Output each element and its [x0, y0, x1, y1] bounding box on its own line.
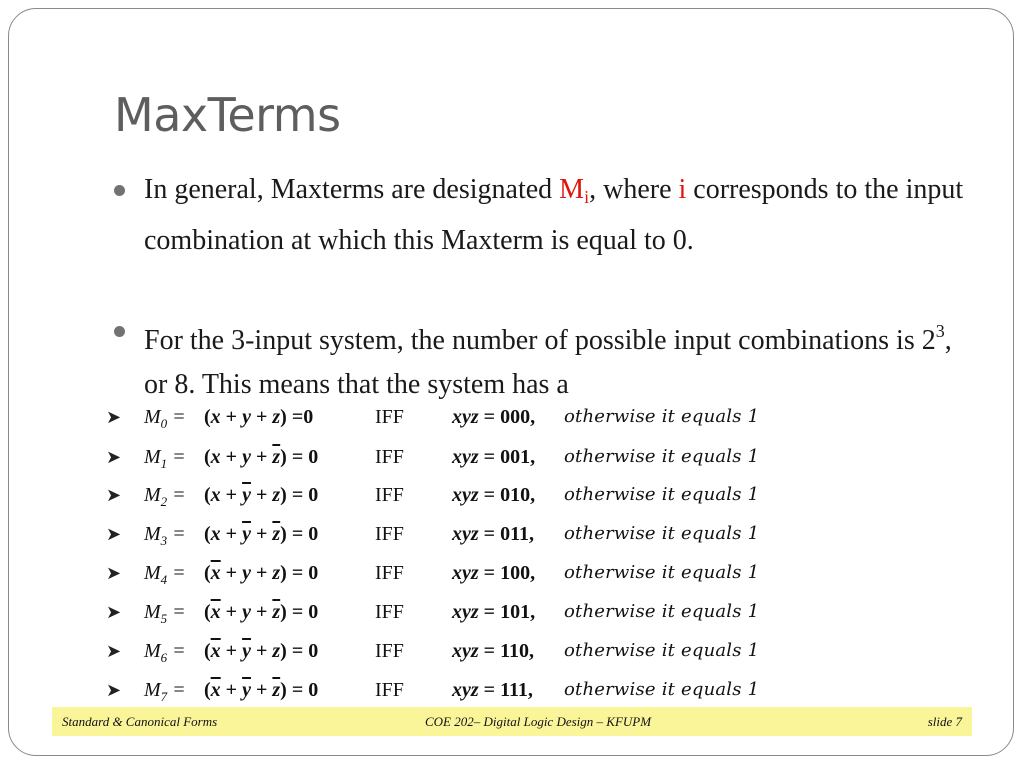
- bullet-text: In general, Maxterms are designated: [144, 174, 560, 205]
- maxterm-list: [100, 400, 790, 712]
- variable-x: $\overline{x}$: [210, 640, 221, 662]
- otherwise-text: otherwise it equals 1: [564, 523, 760, 544]
- maxterm-name: [144, 523, 186, 549]
- input-combination: xyz = 100,: [452, 562, 536, 584]
- input-combination: xyz = 001,: [452, 446, 536, 468]
- slide-footer: [52, 707, 972, 736]
- variable-x: $\overline{x}$: [210, 601, 221, 623]
- equals-zero: = 0: [291, 523, 319, 545]
- equals-sign: =: [172, 601, 186, 623]
- otherwise-text: otherwise it equals 1: [564, 601, 760, 622]
- equals-sign: =: [172, 446, 186, 468]
- xyz-label: xyz: [452, 446, 479, 468]
- combination-bits: 000: [500, 406, 531, 428]
- variable-x: x: [210, 484, 221, 506]
- combination-bits: 001: [500, 446, 531, 468]
- maxterm-name: [144, 601, 186, 627]
- bullet-3-input-system: [144, 309, 974, 407]
- xyz-label: xyz: [452, 562, 479, 584]
- xyz-label: xyz: [452, 406, 479, 428]
- maxterm-letter: M: [144, 679, 161, 701]
- equals-zero: = 0: [291, 640, 319, 662]
- maxterm-letter: M: [144, 601, 161, 623]
- equals-zero: = 0: [291, 484, 319, 506]
- maxterm-index: 3: [160, 533, 168, 548]
- xyz-label: xyz: [452, 601, 479, 623]
- maxterm-index: 5: [160, 611, 168, 626]
- iff-label: IFF: [375, 601, 404, 623]
- variable-x: $\overline{x}$: [210, 562, 221, 584]
- maxterm-expression: $(\overline{x} + \overline{y} + \overline{z}) = 0$: [204, 679, 319, 701]
- equals-zero: = 0: [291, 679, 319, 701]
- maxterm-row: [100, 599, 790, 629]
- iff-label: IFF: [375, 484, 404, 506]
- maxterm-letter: M: [144, 523, 161, 545]
- variable-z: z: [272, 484, 281, 506]
- input-combination: xyz = 110,: [452, 640, 534, 662]
- combination-bits: 100: [500, 562, 531, 584]
- iff-label: IFF: [375, 446, 404, 468]
- variable-y: y: [242, 406, 251, 428]
- maxterm-row: [100, 677, 790, 707]
- otherwise-text: otherwise it equals 1: [564, 484, 760, 505]
- bullet-maxterm-designation: [144, 168, 974, 263]
- arrowhead-icon: ➤: [106, 485, 122, 505]
- otherwise-text: otherwise it equals 1: [564, 406, 760, 427]
- iff-label: IFF: [375, 562, 404, 584]
- maxterm-index: 6: [160, 650, 168, 665]
- maxterm-name: [144, 406, 186, 432]
- arrowhead-icon: ➤: [106, 680, 122, 700]
- otherwise-text: otherwise it equals 1: [564, 562, 760, 583]
- footer-topic: Standard & Canonical Forms: [62, 714, 218, 729]
- equals-sign: =: [172, 484, 186, 506]
- bullet-dot-icon: [114, 326, 125, 337]
- input-combination: xyz = 111,: [452, 679, 533, 701]
- combination-bits: 101: [500, 601, 531, 623]
- xyz-label: xyz: [452, 640, 479, 662]
- bullet-text: For the 3-input system, the number of possible input combinations is 2: [144, 325, 936, 356]
- arrowhead-icon: ➤: [106, 524, 122, 544]
- variable-z: $\overline{z}$: [272, 446, 281, 468]
- maxterm-expression: (x + y + z) =0: [204, 406, 314, 428]
- xyz-label: xyz: [452, 523, 479, 545]
- combination-bits: 011: [500, 523, 529, 545]
- maxterm-index: 4: [160, 572, 168, 587]
- iff-label: IFF: [375, 640, 404, 662]
- maxterm-letter: M: [144, 640, 161, 662]
- maxterm-row: [100, 482, 790, 512]
- equals-zero: = 0: [291, 601, 319, 623]
- variable-y: $\overline{y}$: [242, 640, 251, 662]
- maxterm-letter: M: [144, 484, 161, 506]
- variable-z: $\overline{z}$: [272, 523, 281, 545]
- footer-course: COE 202– Digital Logic Design – KFUPM: [425, 714, 652, 729]
- bullet-dot-icon: [114, 185, 125, 196]
- footer-slide-number: slide 7: [927, 714, 962, 729]
- variable-z: z: [272, 406, 281, 428]
- maxterm-row: [100, 521, 790, 551]
- bullet-text: , or 8. This means that the system has a: [144, 325, 952, 400]
- otherwise-text: otherwise it equals 1: [564, 446, 760, 467]
- maxterm-name: [144, 484, 186, 510]
- maxterm-name: [144, 640, 186, 666]
- variable-x: x: [210, 523, 221, 545]
- maxterm-name: [144, 562, 186, 588]
- maxterm-expression: $(\overline{x} + y + \overline{z}) = 0$: [204, 601, 319, 623]
- maxterm-index: 2: [160, 494, 168, 509]
- equals-sign: =: [172, 562, 186, 584]
- arrowhead-icon: ➤: [106, 602, 122, 622]
- equals-sign: =: [172, 679, 186, 701]
- maxterm-letter: M: [559, 174, 585, 205]
- input-combination: xyz = 010,: [452, 484, 536, 506]
- maxterm-name: [144, 446, 186, 472]
- arrowhead-icon: ➤: [106, 407, 122, 427]
- equals-zero: =0: [291, 406, 314, 428]
- variable-y: y: [242, 446, 251, 468]
- input-combination: xyz = 000,: [452, 406, 536, 428]
- slide-title: MaxTerms: [114, 88, 341, 142]
- combination-bits: 110: [500, 640, 529, 662]
- input-combination: xyz = 101,: [452, 601, 536, 623]
- maxterm-index: 1: [160, 456, 168, 471]
- variable-z: $\overline{z}$: [272, 601, 281, 623]
- equals-zero: = 0: [291, 562, 319, 584]
- iff-label: IFF: [375, 406, 404, 428]
- arrowhead-icon: ➤: [106, 641, 122, 661]
- variable-y: $\overline{y}$: [242, 484, 251, 506]
- maxterm-symbol: [559, 174, 589, 205]
- otherwise-text: otherwise it equals 1: [564, 679, 760, 700]
- maxterm-letter: M: [144, 562, 161, 584]
- variable-y: $\overline{y}$: [242, 679, 251, 701]
- input-combination: xyz = 011,: [452, 523, 534, 545]
- maxterm-expression: $(x + \overline{y} + \overline{z}) = 0$: [204, 523, 319, 545]
- maxterm-expression: $(\overline{x} + \overline{y} + z) = 0$: [204, 640, 319, 662]
- variable-y: $\overline{y}$: [242, 523, 251, 545]
- iff-label: IFF: [375, 523, 404, 545]
- equals-sign: =: [172, 406, 186, 428]
- xyz-label: xyz: [452, 484, 479, 506]
- maxterm-expression: $(\overline{x} + y + z) = 0$: [204, 562, 319, 584]
- variable-x: x: [210, 446, 221, 468]
- maxterm-row: [100, 404, 790, 434]
- variable-x: $\overline{x}$: [210, 679, 221, 701]
- otherwise-text: otherwise it equals 1: [564, 640, 760, 661]
- maxterm-row: [100, 560, 790, 590]
- combination-bits: 111: [500, 679, 528, 701]
- equals-sign: =: [172, 523, 186, 545]
- maxterm-index: 7: [160, 689, 168, 704]
- maxterm-letter: M: [144, 406, 161, 428]
- maxterm-row: [100, 444, 790, 474]
- bullet-text: , where: [589, 174, 679, 205]
- equals-sign: =: [172, 640, 186, 662]
- equals-zero: = 0: [291, 446, 319, 468]
- maxterm-index: 0: [160, 416, 168, 431]
- variable-z: z: [272, 562, 281, 584]
- arrowhead-icon: ➤: [106, 447, 122, 467]
- iff-label: IFF: [375, 679, 404, 701]
- maxterm-expression: $(x + \overline{y} + z) = 0$: [204, 484, 319, 506]
- variable-x: x: [210, 406, 221, 428]
- variable-z: $\overline{z}$: [272, 679, 281, 701]
- arrowhead-icon: ➤: [106, 563, 122, 583]
- bullet-text: corresponds to the input combination at which this Maxterm is equal to 0.: [144, 174, 964, 256]
- combination-bits: 010: [500, 484, 531, 506]
- variable-y: y: [242, 562, 251, 584]
- maxterm-row: [100, 638, 790, 668]
- index-symbol: i: [678, 174, 687, 205]
- maxterm-expression: $(x + y + \overline{z}) = 0$: [204, 446, 319, 468]
- maxterm-letter: M: [144, 446, 161, 468]
- maxterm-name: [144, 679, 186, 705]
- xyz-label: xyz: [452, 679, 479, 701]
- variable-y: y: [242, 601, 251, 623]
- variable-z: z: [272, 640, 281, 662]
- exponent: 3: [935, 321, 945, 341]
- maxterm-subscript: i: [584, 187, 590, 207]
